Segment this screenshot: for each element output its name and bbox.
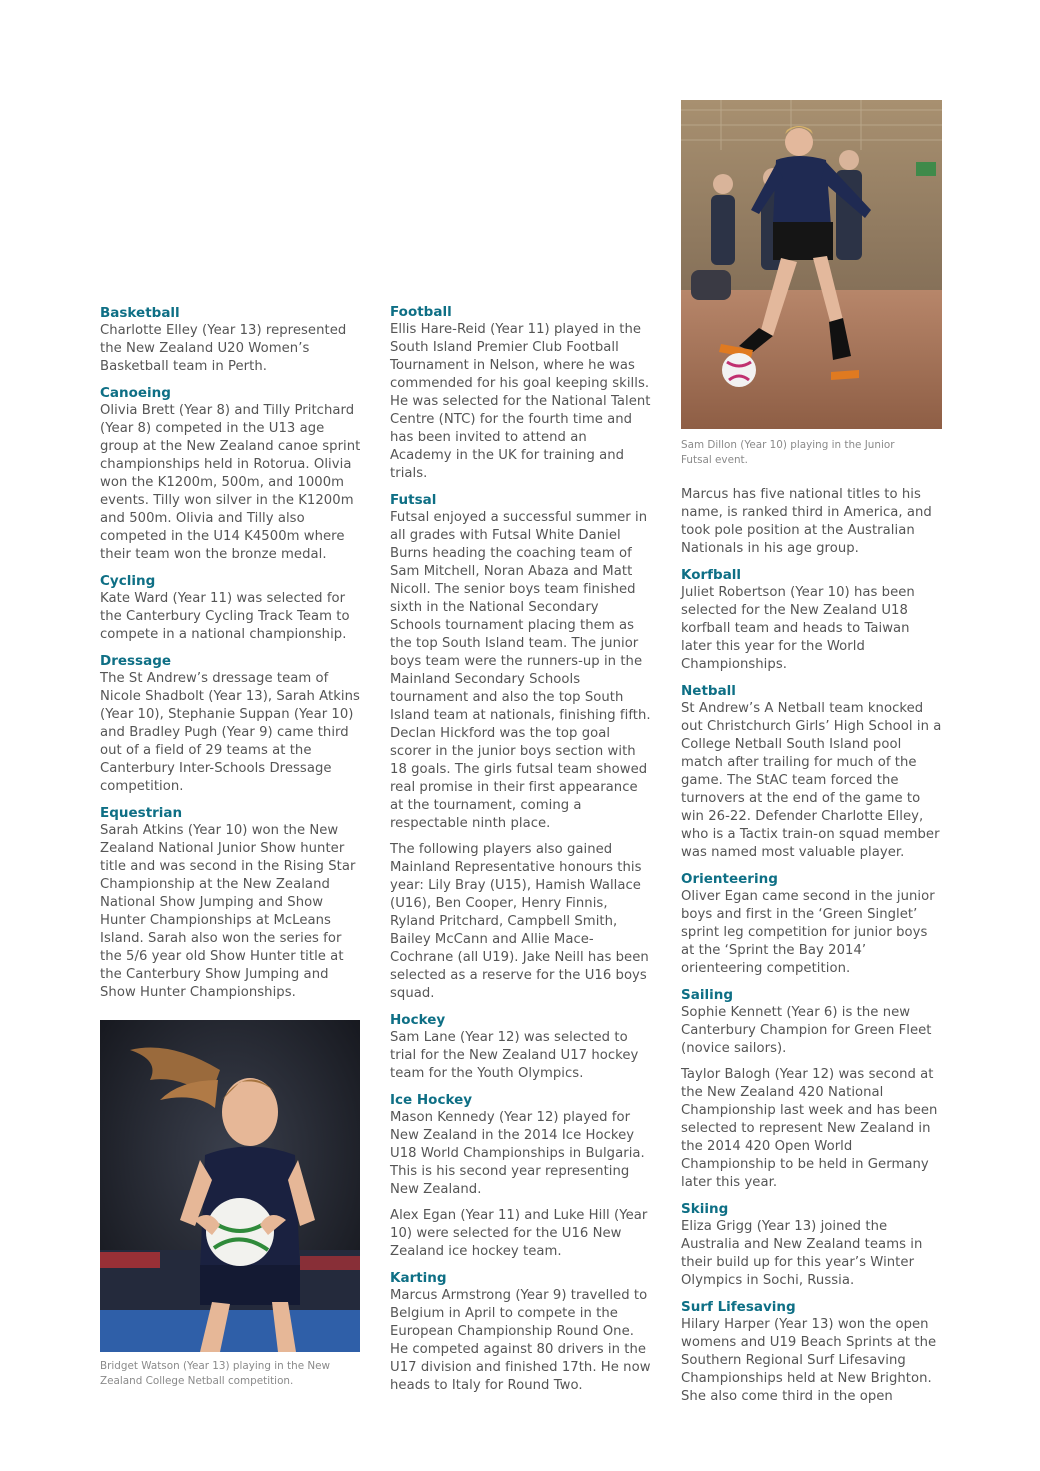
section-futsal	[390, 491, 652, 1003]
section-heading: Equestrian	[100, 805, 183, 821]
section-text: Mason Kennedy (Year 12) played for New Zealand in the 2014 Ice Hockey U18 World Championships in Bulgaria. This is his second year representing New Zealand.	[390, 1110, 645, 1197]
section-orienteering	[681, 870, 943, 978]
futsal-photo-illustration	[681, 100, 942, 429]
section-text: The following players also gained Mainland Representative honours this year: Lily Bray (U15), Hamish Wallace (U16), Ben Cooper, Henry Finnis, Ryland Pritchard, Campbell Smith, Bailey McCann and Allie Mace-Cochrane (all U19). Jake Neill has been selected as a reserve for the U16 boys squad.	[390, 842, 649, 1001]
section-skiing	[681, 1200, 943, 1290]
section-heading: Karting	[390, 1270, 447, 1286]
futsal-photo-caption: Sam Dillon (Year 10) playing in the Junior Futsal event.	[681, 439, 895, 466]
section-text: Charlotte Elley (Year 13) represented the New Zealand U20 Women’s Basketball team in Perth.	[100, 323, 347, 374]
section-text: Sam Lane (Year 12) was selected to trial for the New Zealand U17 hockey team for the Youth Olympics.	[390, 1030, 639, 1081]
section-cycling	[100, 572, 362, 644]
section-heading: Orienteering	[681, 871, 778, 887]
section-basketball	[100, 304, 362, 376]
section-canoeing	[100, 384, 362, 564]
section-heading: Dressage	[100, 653, 172, 669]
section-heading: Futsal	[390, 492, 437, 508]
section-heading: Cycling	[100, 573, 156, 589]
section-text: Futsal enjoyed a successful summer in all grades with Futsal White Daniel Burns heading the coaching team of Sam Mitchell, Noran Abaza and Matt Nicoll. The senior boys team finished sixth in the National Secondary Schools tournament placing them as the top South Island team. The junior boys team were the runners-up in the Mainland Secondary Schools tournament and also the top South Island team at nationals, finishing fifth. Declan Hickford was the top goal scorer in the junior boys section with 18 goals. The girls futsal team showed real promise in their first appearance at the tournament, coming a respectable ninth place.	[390, 510, 651, 831]
section-karting-continued	[681, 486, 943, 558]
section-text: Taylor Balogh (Year 12) was second at the New Zealand 420 National Championship last week and has been selected to represent New Zealand in the 2014 420 Open World Championship to be held in Germany later this year.	[681, 1067, 938, 1190]
section-text: Sophie Kennett (Year 6) is the new Canterbury Champion for Green Fleet (novice sailors).	[681, 1005, 932, 1056]
section-hockey	[390, 1011, 652, 1083]
section-surf-lifesaving	[681, 1298, 943, 1406]
section-text: St Andrew’s A Netball team knocked out Christchurch Girls’ High School in a College Netball South Island pool match after trailing for much of the game. The StAC team forced the turnovers at the end of the game to win 26-22. Defender Charlotte Elley, who is a Tactix train-on squad member was named most valuable player.	[681, 701, 942, 860]
section-heading: Skiing	[681, 1201, 729, 1217]
section-text: Kate Ward (Year 11) was selected for the Canterbury Cycling Track Team to compete in a national championship.	[100, 591, 350, 642]
section-text: Marcus Armstrong (Year 9) travelled to Belgium in April to compete in the European Championship Round One. He competed against 80 drivers in the U17 division and finished 17th. He now heads to Italy for Round Two.	[390, 1288, 651, 1393]
section-netball	[681, 682, 943, 862]
section-text: Ellis Hare-Reid (Year 11) played in the South Island Premier Club Football Tournament in Nelson, where he was commended for his goal keeping skills. He was selected for the National Talent Centre (NTC) for the fourth time and has been invited to attend an Academy in the UK for training and trials.	[390, 322, 651, 481]
netball-photo-illustration	[100, 1020, 360, 1352]
section-football	[390, 303, 652, 483]
section-text: Sarah Atkins (Year 10) won the New Zealand National Junior Show hunter title and was second in the Rising Star Championship at the New Zealand National Show Jumping and Show Hunter Championships at McLeans Island. Sarah also won the series for the 5/6 year old Show Hunter title at the Canterbury Show Jumping and Show Hunter Championships.	[100, 823, 356, 1000]
section-text: Juliet Robertson (Year 10) has been selected for the New Zealand U18 korfball team and heads to Taiwan later this year for the World Championships.	[681, 585, 915, 672]
section-heading: Canoeing	[100, 385, 171, 401]
section-text: The St Andrew’s dressage team of Nicole Shadbolt (Year 13), Sarah Atkins (Year 10), Stephanie Suppan (Year 10) and Bradley Pugh (Year 9) came third out of a field of 29 teams at the Canterbury Inter-Schools Dressage competition.	[100, 671, 360, 794]
section-heading: Surf Lifesaving	[681, 1299, 796, 1315]
section-heading: Ice Hockey	[390, 1092, 473, 1108]
section-text: Eliza Grigg (Year 13) joined the Australia and New Zealand teams in their build up for this year’s Winter Olympics in Sochi, Russia.	[681, 1219, 923, 1288]
section-dressage	[100, 652, 362, 796]
futsal-photo	[681, 100, 942, 429]
column-2	[390, 303, 652, 1403]
section-text: Oliver Egan came second in the junior boys and first in the ‘Green Singlet’ sprint leg competition for junior boys at the ‘Sprint the Bay 2014’ orienteering competition.	[681, 889, 935, 976]
section-text: Marcus has five national titles to his name, is ranked third in America, and took pole position at the Australian Nationals in his age group.	[681, 487, 932, 556]
section-heading: Korfball	[681, 567, 742, 583]
section-ice-hockey	[390, 1091, 652, 1261]
netball-photo	[100, 1020, 360, 1352]
section-sailing	[681, 986, 943, 1192]
section-heading: Hockey	[390, 1012, 446, 1028]
section-heading: Netball	[681, 683, 736, 699]
section-heading: Football	[390, 304, 452, 320]
section-text: Hilary Harper (Year 13) won the open womens and U19 Beach Sprints at the Southern Regional Surf Lifesaving Championships held at New Brighton. She also come third in the open	[681, 1317, 937, 1404]
section-heading: Sailing	[681, 987, 733, 1003]
section-equestrian	[100, 804, 362, 1002]
section-heading: Basketball	[100, 305, 180, 321]
section-korfball	[681, 566, 943, 674]
column-3	[681, 486, 943, 1414]
section-text: Olivia Brett (Year 8) and Tilly Pritchard (Year 8) competed in the U13 age group at the New Zealand canoe sprint championships held in Rotorua. Olivia won the K1200m, 500m, and 1000m events. Tilly won silver in the K1200m and 500m. Olivia and Tilly also competed in the U14 K4500m where their team won the bronze medal.	[100, 403, 361, 562]
column-1	[100, 304, 362, 1010]
section-karting	[390, 1269, 652, 1395]
section-text: Alex Egan (Year 11) and Luke Hill (Year 10) were selected for the U16 New Zealand ice hockey team.	[390, 1208, 648, 1259]
netball-photo-caption: Bridget Watson (Year 13) playing in the New Zealand College Netball competition.	[100, 1360, 331, 1387]
